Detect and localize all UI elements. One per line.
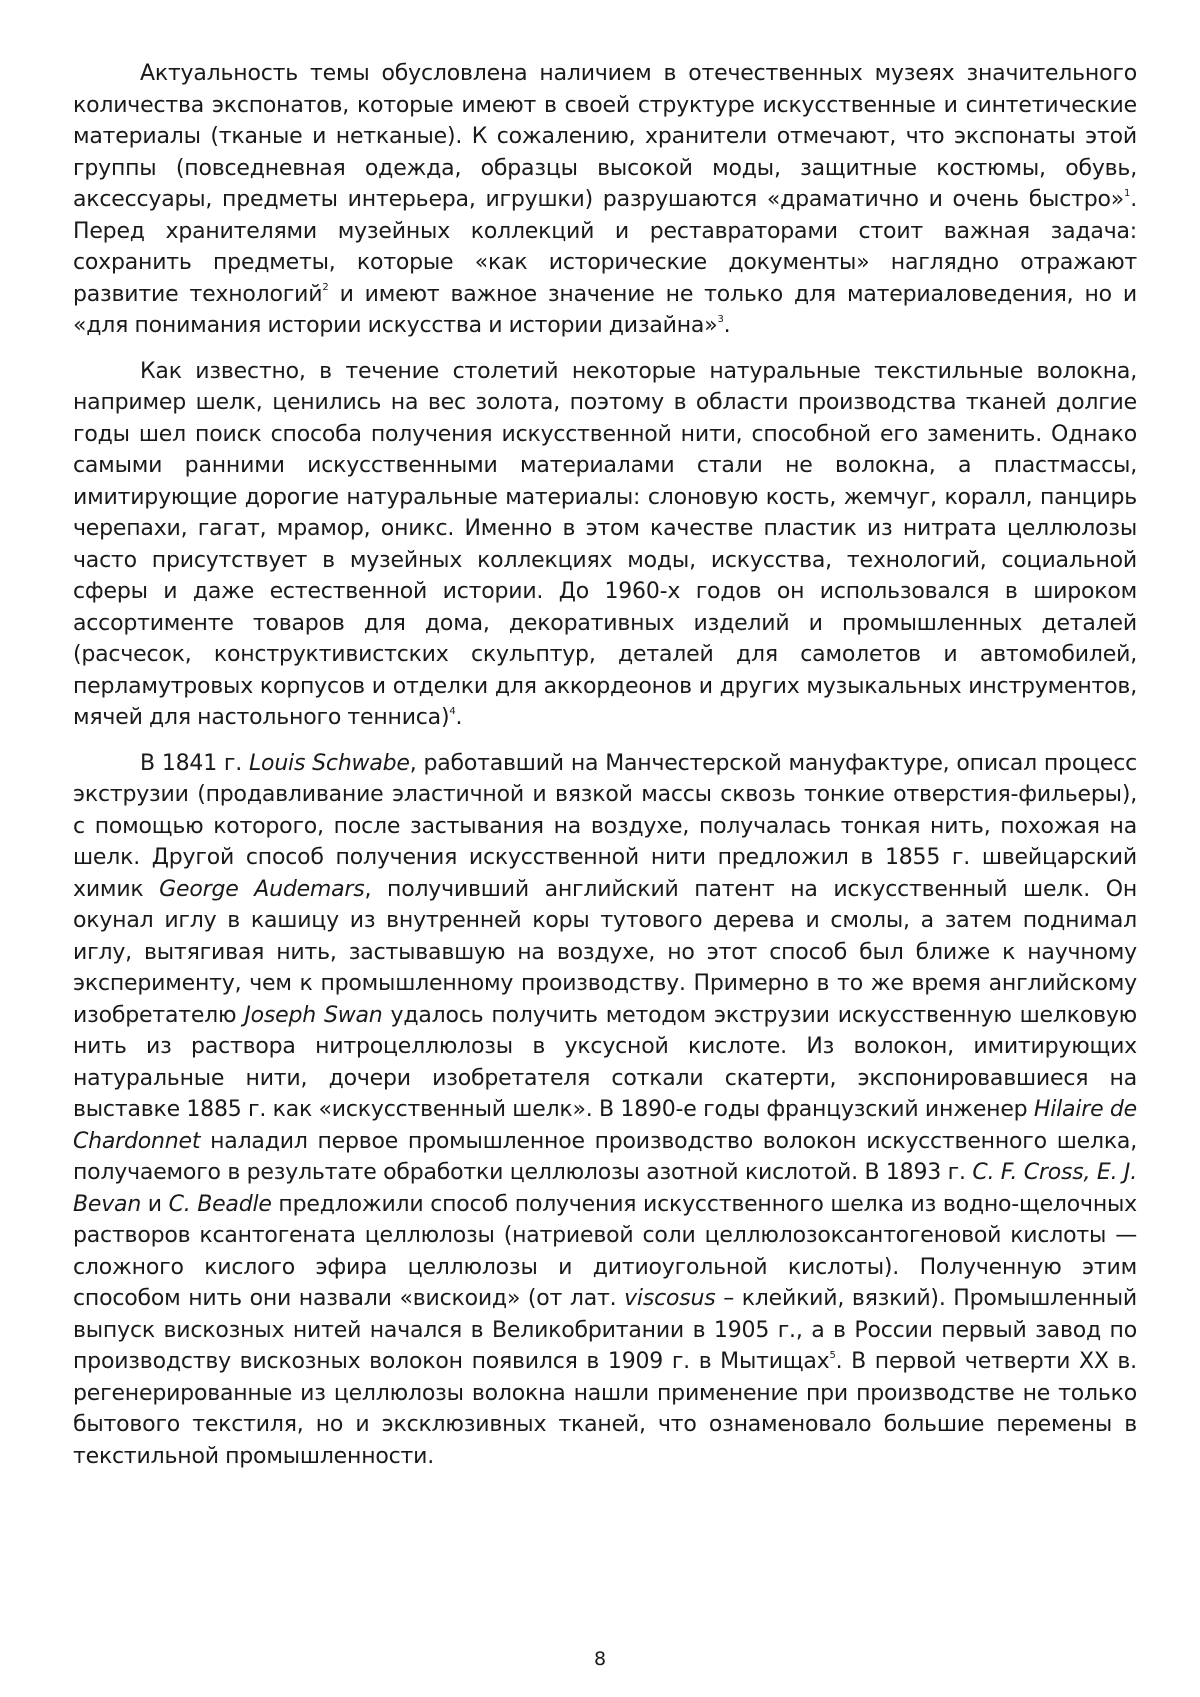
text-run: . Перед хранителями музейных коллекций и реставраторами стоит важная задача: сохранить предметы, которые «как исторические документы» наглядно отражают развитие технологий (73, 187, 1137, 307)
page-number: 8 (593, 1648, 607, 1670)
paragraph-history-plastics (73, 356, 1137, 734)
text-run: . (723, 313, 731, 338)
text-run: , получивший английский патент на искусственный шелк. Он окунал иглу в кашицу из внутренней коры тутового дерева и смолы, а затем поднимал иглу, вытягивая нить, застывавшую на воздухе, но этот способ был ближе к научному эксперименту, чем к промышленному производству. Примерно в то же время английскому изобретателю (73, 876, 1138, 1028)
footnote-ref: 3 (717, 313, 724, 325)
text-run: . (455, 705, 463, 730)
text-run: и имеют важное значение не только для материаловедения, но и «для понимания истории искусства и истории дизайна» (73, 281, 1137, 338)
footnote-ref: 1 (1124, 187, 1131, 199)
text-run: – клейкий, вязкий). Промышленный выпуск вискозных нитей начался в Великобритании в 1905 г., а в России первый завод по производству вискозных волокон появился в 1909 г. в Мытищах (73, 1286, 1138, 1374)
italic-name: George Audemars (159, 876, 365, 902)
italic-name: C. F. Cross, E. J. Bevan (73, 1160, 1137, 1217)
text-run: . В первой четверти XX в. регенерированные из целлюлозы волокна нашли применение при производстве не только бытового текстиля, но и эксклюзивных тканей, что ознаменовало большие перемены в текстильной промышленности. (73, 1349, 1137, 1469)
italic-name: C. Beadle (168, 1191, 272, 1217)
footnote-ref: 5 (829, 1349, 836, 1361)
text-run: Как известно, в течение столетий некоторые натуральные текстильные волокна, например шелк, ценились на вес золота, поэтому в области производства тканей долгие годы шел поиск способа получения искусственной нити, способной его заменить. Однако самыми ранними искусственными материалами стали не волокна, а пластмассы, имитирующие дорогие натуральные материалы: слоновую кость, жемчуг, коралл, панцирь черепахи, гагат, мрамор, оникс. Именно в этом качестве пластик из нитрата целлюлозы часто присутствует в музейных коллекциях моды, искусства, технологий, социальной сферы и даже естественной истории. До 1960-х годов он использовался в широком ассортименте товаров для дома, декоративных изделий и промышленных деталей (расчесок, конструктивистских скульптур, деталей для самолетов и автомобилей, перламутровых корпусов и отделки для аккордеонов и других музыкальных инструментов, мячей для настольного тенниса) (73, 358, 1137, 730)
italic-name: Hilaire de Chardonnet (73, 1097, 1137, 1154)
text-run: и (141, 1191, 169, 1217)
text-run: В 1841 г. (140, 750, 249, 776)
text-run: предложили способ получения искусственного шелка из водно-щелочных растворов ксантогената целлюлозы (натриевой соли целлюлозоксантогеновой кислоты — сложного кислого эфира целлюлозы и дитиоугольной кислоты). Полученную этим способом нить они назвали «вискоид» (от лат. (73, 1191, 1138, 1311)
paragraph-artificial-silk (73, 748, 1137, 1473)
italic-name: viscosus (624, 1286, 716, 1311)
text-run: , работавший на Манчестерской мануфактуре, описал процесс экструзии (продавливание эластичной и вязкой массы сквозь тонкие отверстия-фильеры), с помощью которого, после застывания на воздухе, получалась тонкая нить, похожая на шелк. Другой способ получения искусственной нити предложил в 1855 г. швейцарский химик (73, 750, 1137, 902)
italic-name: Louis Schwabe (249, 750, 410, 776)
italic-name: Joseph Swan (244, 1002, 383, 1028)
text-run: удалось получить методом экструзии искусственную шелковую нить из раствора нитроцеллюлозы в уксусной кислоте. Из волокон, имитирующих натуральные нити, дочери изобретателя соткали скатерти, экспонировавшиеся на выставке 1885 г. как «искусственный шелк». В 1890-е годы французский инженер (73, 1002, 1137, 1122)
footnote-ref: 4 (449, 705, 456, 717)
footnote-ref: 2 (322, 282, 329, 294)
text-run: наладил первое промышленное производство волокон искусственного шелка, получаемого в результате обработки целлюлозы азотной кислотой. В 1893 г. (73, 1128, 1137, 1185)
paragraph-relevance (73, 58, 1137, 342)
text-run: Актуальность темы обусловлена наличием в отечественных музеях значительного количества экспонатов, которые имеют в своей структуре искусственные и синтетические материалы (тканые и нетканые). К сожалению, хранители отмечают, что экспонаты этой группы (повседневная одежда, образцы высокой моды, защитные костюмы, обувь, аксессуары, предметы интерьера, игрушки) разрушаются «драматично и очень быстро» (73, 61, 1137, 212)
page-body (73, 58, 1137, 1472)
